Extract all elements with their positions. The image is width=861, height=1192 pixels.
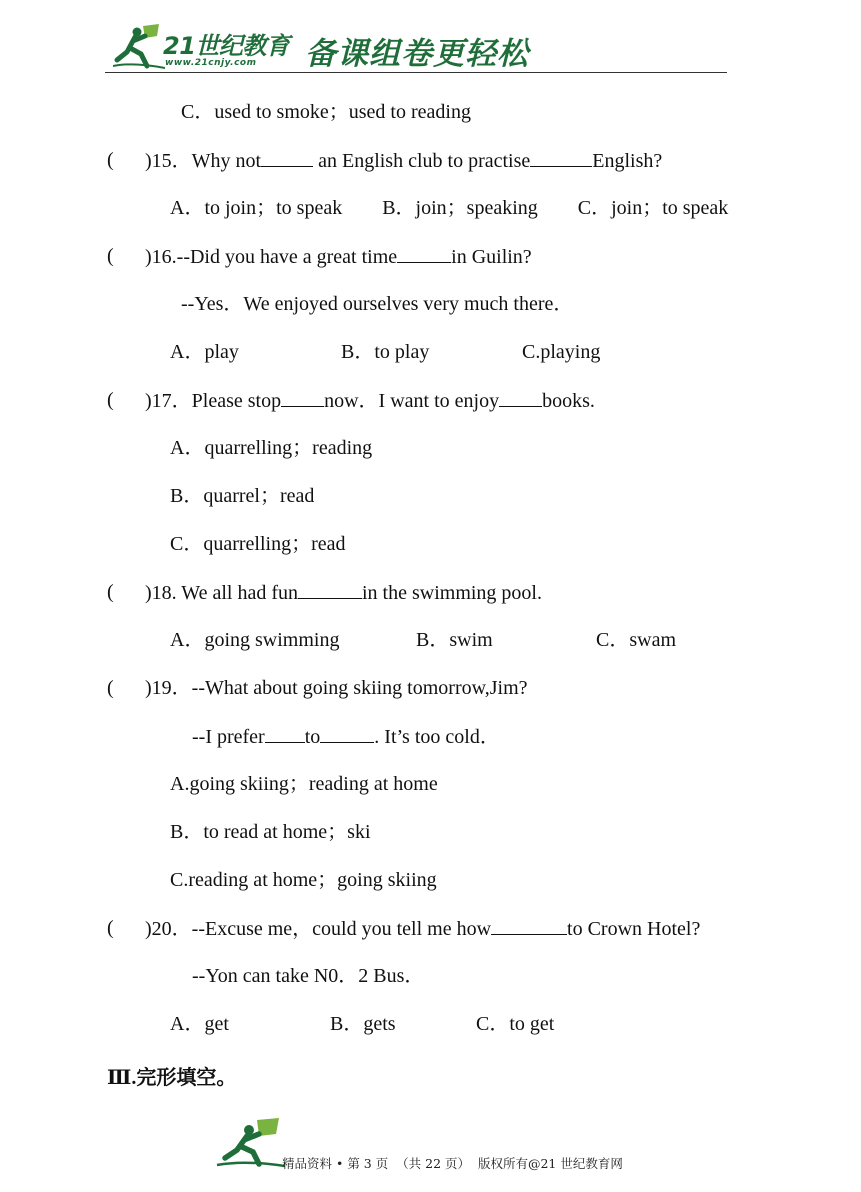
q19-reply: --I prefer to . It’s too cold． <box>192 726 500 748</box>
brand-name: 21世纪教育 <box>163 32 290 60</box>
brand-url: www.21cnjy.com <box>165 58 257 68</box>
runner-logo-icon <box>215 1118 285 1168</box>
question-18: )18. We all had fun in the swimming pool. <box>145 582 542 604</box>
question-19: )19．--What about going skiing tomorrow,Jim? <box>145 677 528 699</box>
footer-text: 精品资料 • 第 3 页 （共 22 页） 版权所有@21 世纪教育网 <box>282 1156 623 1171</box>
question-16: )16.--Did you have a great time in Guilin? <box>145 246 532 268</box>
q14-option-c: C．used to smoke；used to reading <box>181 101 471 123</box>
q17-option-c: C．quarrelling；read <box>170 533 346 555</box>
answer-paren: ( <box>107 245 114 267</box>
answer-paren: ( <box>107 677 114 699</box>
q18-option-b: B．swim <box>416 629 493 651</box>
section-heading: Ⅲ.完形填空。 <box>107 1067 237 1089</box>
answer-paren: ( <box>107 149 114 171</box>
runner-logo-icon <box>113 22 165 70</box>
page-header <box>105 22 727 74</box>
q16-reply: --Yes．We enjoyed ourselves very much there． <box>181 293 574 315</box>
q19-option-c: C.reading at home；going skiing <box>170 869 437 891</box>
q19-option-a: A.going skiing；reading at home <box>170 773 438 795</box>
q20-option-b: B．gets <box>330 1013 396 1035</box>
header-slogan: 备课组卷更轻松 <box>305 36 529 72</box>
answer-paren: ( <box>107 581 114 603</box>
q18-option-a: A．going swimming <box>170 629 340 651</box>
header-divider <box>105 72 727 73</box>
q16-option-a: A．play <box>170 341 239 363</box>
q19-option-b: B．to read at home；ski <box>170 821 371 843</box>
question-15: )15．Why not an English club to practise English? <box>145 150 663 172</box>
q16-option-b: B．to play <box>341 341 430 363</box>
q17-option-a: A．quarrelling；reading <box>170 437 373 459</box>
q20-reply: --Yon can take N0．2 Bus． <box>192 965 425 987</box>
q20-option-a: A．get <box>170 1013 229 1035</box>
question-20: )20．--Excuse me，could you tell me how to Crown Hotel? <box>145 918 701 940</box>
q18-option-c: C．swam <box>596 629 676 651</box>
q15-options: A．to join；to speak B．join；speaking C．join；to speak <box>170 197 729 219</box>
q17-option-b: B．quarrel；read <box>170 485 315 507</box>
q20-option-c: C．to get <box>476 1013 555 1035</box>
answer-paren: ( <box>107 389 114 411</box>
answer-paren: ( <box>107 917 114 939</box>
question-17: )17．Please stop now．I want to enjoy books. <box>145 390 595 412</box>
q16-option-c: C.playing <box>522 341 601 363</box>
page-footer <box>215 1118 675 1170</box>
